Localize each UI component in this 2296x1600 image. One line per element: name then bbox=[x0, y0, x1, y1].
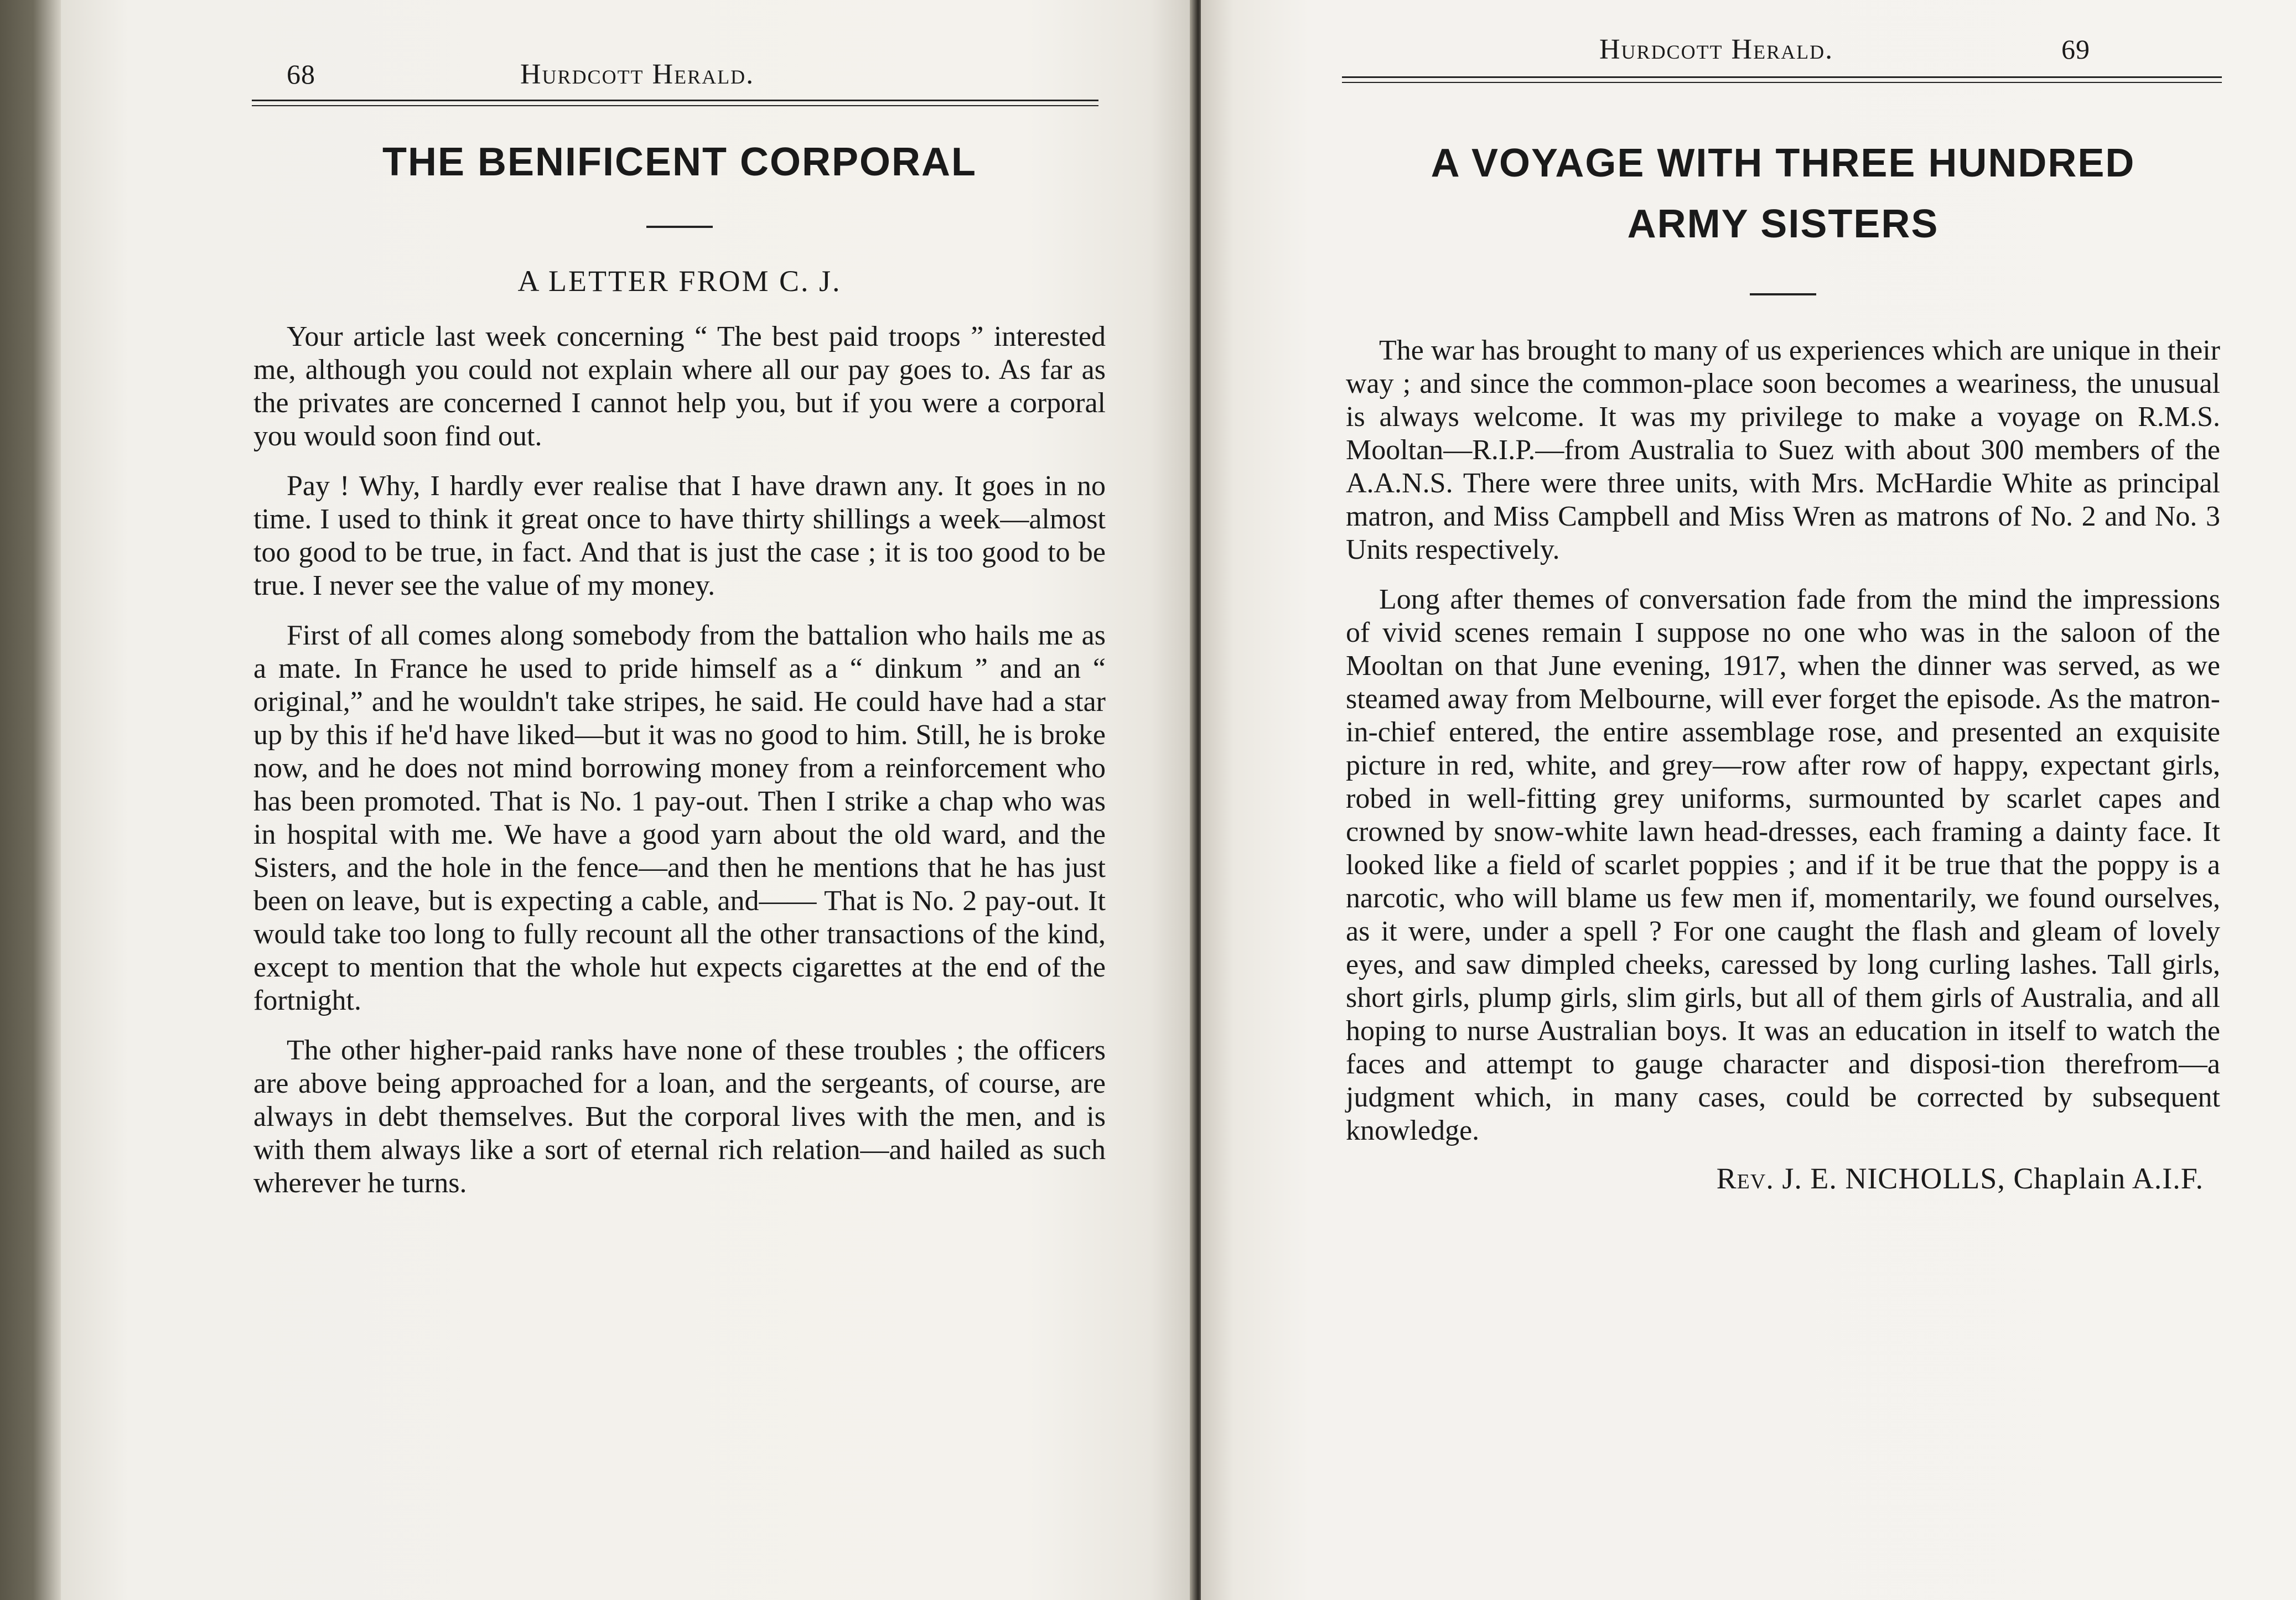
page-number: 68 bbox=[287, 59, 315, 90]
paragraph: The war has brought to many of us experiences which are unique in their way ; and since the common-place soon becomes a weariness, the unusual is always welcome. It was my privilege to make a voyage on R.M.S. Mooltan—R.I.P.—from Australia to Suez with about 300 members of the A.A.N.S. There were three units, with Mrs. McHardie White as principal matron, and Miss Campbell and Miss Wren as matrons of No. 2 and No. 3 Units respectively. bbox=[1346, 335, 2220, 565]
article-title: THE BENIFICENT CORPORAL bbox=[382, 140, 977, 184]
title-divider bbox=[1750, 293, 1816, 295]
right-article bbox=[1346, 122, 2220, 1196]
paragraph: The other higher-paid ranks have none of these troubles ; the officers are above being approached for a loan, and the sergeants, of course, are always in debt themselves. But the corporal lives with the men, and is with them always like a sort of eternal rich relation—and hailed as such wherever he turns. bbox=[253, 1035, 1106, 1199]
header-rule bbox=[1342, 76, 2222, 83]
paragraph: Long after themes of conversation fade from the mind the impressions of vivid scenes remain I suppose no one who was in the saloon of the Mooltan on that June evening, 1917, when the dinner was served, as we steamed away from Melbourne, will ever forget the episode. As the matron-in-chief entered, the entire assemblage rose, and presented an exquisite picture in red, white, and grey—row after row of happy, expectant girls, robed in well-fitting grey uniforms, surmounted by scarlet capes and crowned by snow-white lawn head-dresses, each framing a dainty face. It looked like a field of scarlet poppies ; and if it be true that the poppy is a narcotic, who will blame us few men if, momentarily, we found ourselves, as it were, under a spell ? For one caught the flash and gleam of lovely eyes, and saw dimpled cheeks, caressed by long curling lashes. Tall girls, short girls, plump girls, slim girls, but all of them girls of Australia, and all hoping to nurse Australian boys. It was an education in itself to watch the faces and attempt to gauge character and disposi-tion therefrom—a judgment which, in many cases, could be corrected by subsequent knowledge. bbox=[1346, 584, 2220, 1146]
running-head: Hurdcott Herald. bbox=[1599, 34, 1834, 65]
paragraph: First of all comes along somebody from the battalion who hails me as a mate. In France he used to pride himself as a “ dinkum ” and an “ original,” and he wouldn't take stripes, he said. He could have had a star up by this if he'd have liked—but it was no good to him. Still, he is broke now, and he does not mind borrowing money from a reinforcement who has been promoted. That is No. 1 pay-out. Then I strike a chap who was in hospital with me. We have a good yarn about the old ward, and the Sisters, and the hole in the fence—and then he mentions that he has just been on leave, but is expecting a cable, and—— That is No. 2 pay-out. It would take too long to fully recount all the other transactions of the kind, except to mention that the whole hut expects cigarettes at the end of the fortnight. bbox=[253, 620, 1106, 1016]
left-page bbox=[61, 0, 1195, 1600]
left-article bbox=[253, 122, 1106, 1200]
article-title-line-2: ARMY SISTERS bbox=[1627, 202, 1939, 246]
signature bbox=[1346, 1161, 2220, 1196]
signature-rank: Rev. bbox=[1716, 1162, 1774, 1195]
page-number: 69 bbox=[2061, 34, 2090, 65]
signature-name: J. E. NICHOLLS, Chaplain A.I.F. bbox=[1782, 1162, 2204, 1195]
title-divider bbox=[646, 226, 713, 228]
paragraph: Your article last week concerning “ The best paid troops ” interested me, although you could not explain where all our pay goes to. As far as the privates are concerned I cannot help you, but if you were a corporal you would soon find out. bbox=[253, 321, 1106, 452]
header-rule bbox=[252, 100, 1098, 106]
right-page bbox=[1201, 0, 2296, 1600]
running-head: Hurdcott Herald. bbox=[520, 59, 755, 90]
article-subtitle: A LETTER FROM C. J. bbox=[517, 264, 842, 298]
left-page-header bbox=[61, 30, 1195, 91]
article-title-line-1: A VOYAGE WITH THREE HUNDRED bbox=[1431, 141, 2136, 185]
paragraph: Pay ! Why, I hardly ever realise that I have drawn any. It goes in no time. I used to think it great once to have thirty shillings a week—almost too good to be true, in fact. And that is just the case ; it is too good to be true. I never see the value of my money. bbox=[253, 470, 1106, 601]
